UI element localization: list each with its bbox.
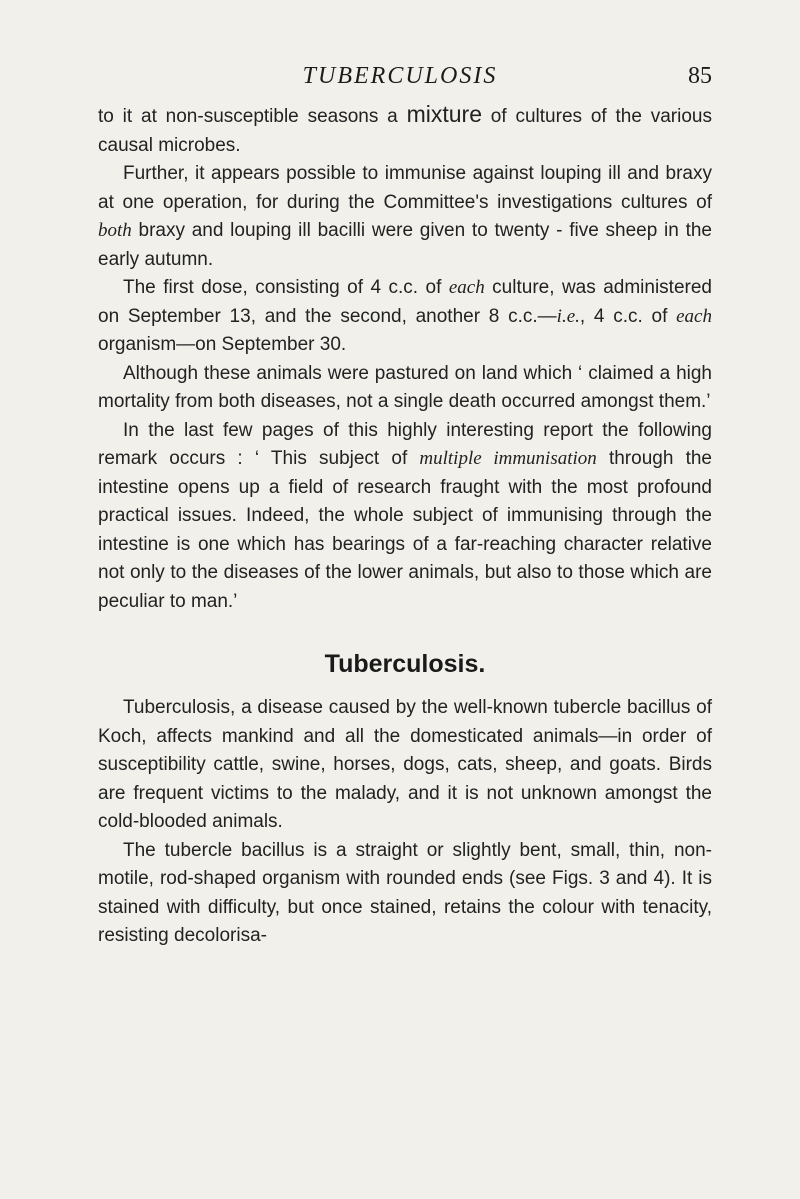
section-heading: Tuberculosis. [324,650,486,678]
emphasized-word: mixture [406,101,482,127]
page-number: 85 [688,63,712,89]
text-run: of cultures of the various causal microbes. [98,106,712,156]
body-text [98,100,712,951]
italic-word: each [676,305,712,327]
paragraph: Tuberculosis, a disease caused by the well-known tubercle bacillus of Koch, affects mankind and all the domesticated animals—in order of susceptibility cattle, swine, horses, dogs, cats, sheep, and goats. Birds are frequent victims to the malady, and it is not unknown amongst the cold-blooded animals. [98,697,712,832]
text-run: Further, it appears possible to immunise against louping ill and braxy at one operation, for during the Committee's investigations cultures of [98,163,712,213]
text-run: , 4 c.c. of [579,305,677,327]
italic-word: each [448,277,485,298]
paragraph [98,417,712,617]
text-run: culture, was administered on September 13, and the second, another 8 c.c.— [98,277,712,327]
text-run: braxy and louping ill bacilli were given to twenty - five sheep in the early autumn. [98,220,712,270]
italic-word: both [98,220,132,241]
paragraph: Although these animals were pastured on land which ‘ claimed a high mortality from both diseases, not a single death occurred amongst them.’ [98,362,712,412]
text-run: organism—on September 30. [98,334,347,355]
text-run: In the last few pages of this highly interesting report the following remark occurs : ‘ This subject of [98,419,712,469]
running-head [0,60,800,92]
text-run: The first dose, consisting of 4 c.c. of [123,277,449,298]
italic-phrase: multiple immunisation [419,448,597,469]
paragraph [98,100,712,160]
text-run: to it at non-susceptible seasons a [98,106,407,127]
paragraph [98,274,712,360]
running-title: TUBERCULOSIS [302,63,498,89]
paragraph [98,160,712,274]
text-run: through the intestine opens up a field of research fraught with the most profound practical issues. Indeed, the whole subject of immunising through the intestine is one which has bearings of a far-reaching character relative not only to the diseases of the lower animals, but also to those which are peculiar to man.’ [98,448,712,612]
paragraph: The tubercle bacillus is a straight or slightly bent, small, thin, non-motile, rod-shaped organism with rounded ends (see Figs. 3 and 4). It is stained with difficulty, but once stained, retains the colour with tenacity, resisting decolorisa- [98,839,712,946]
italic-word: i.e. [556,305,580,327]
